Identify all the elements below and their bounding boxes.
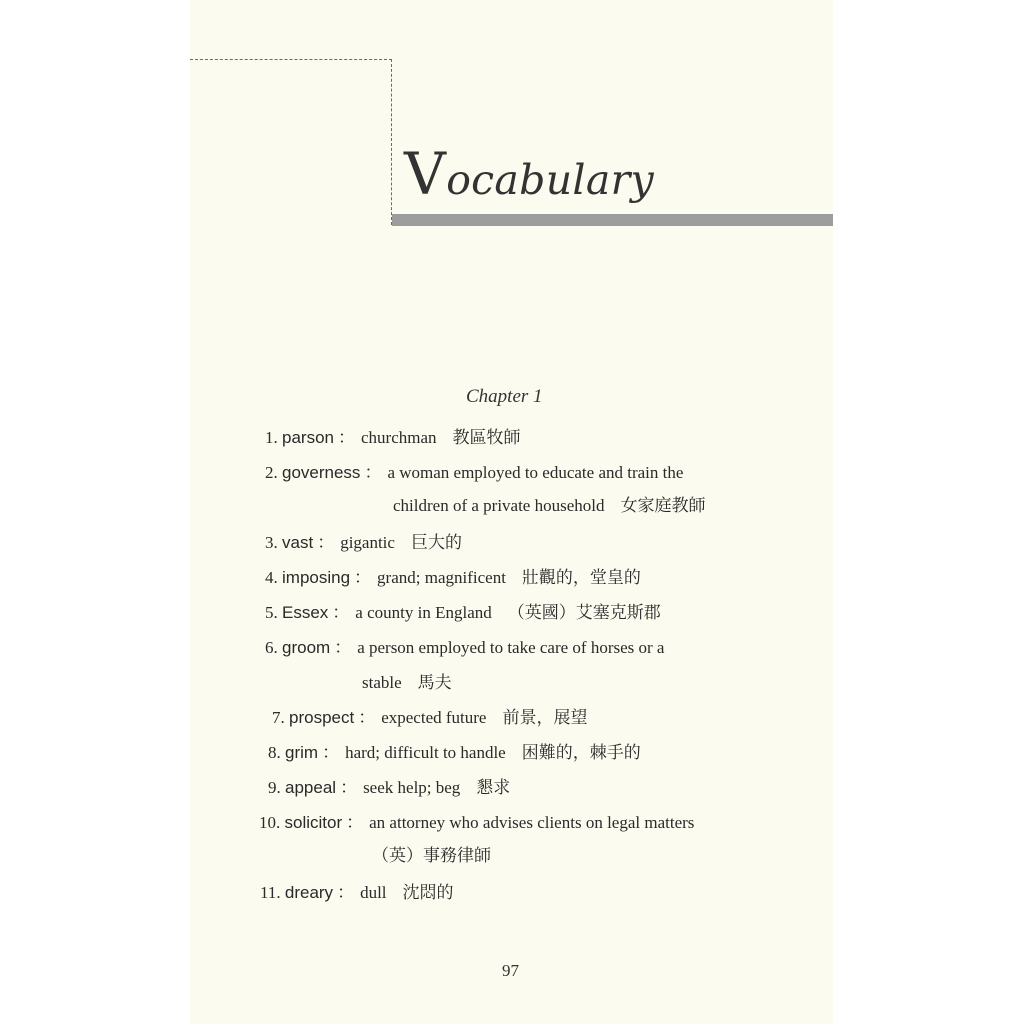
entry-chinese: 壯觀的，堂皇的 — [521, 568, 641, 588]
entry-chinese: 教區牧師 — [452, 428, 521, 448]
page-number: 97 — [502, 961, 519, 980]
entry-definition: seek help; beg — [363, 778, 461, 797]
entry-word: solicitor — [284, 813, 343, 832]
entry-number: 5. — [265, 603, 278, 622]
vocab-entry-8 — [268, 738, 641, 763]
entry-colon: ： — [332, 603, 350, 623]
entry-word: prospect — [289, 708, 355, 727]
vocab-entry-2-continued — [393, 491, 706, 516]
entry-word: parson — [282, 428, 334, 447]
entry-number: 6. — [265, 638, 278, 657]
entry-chinese: 懇求 — [476, 778, 511, 798]
entry-chinese: （英國）艾塞克斯郡 — [507, 603, 661, 623]
entry-definition: an attorney who advises clients on legal matters — [369, 813, 695, 832]
entry-colon: ： — [337, 883, 355, 903]
vocab-entry-5 — [265, 598, 661, 623]
entry-word: governess — [282, 463, 361, 482]
entry-number: 2. — [265, 463, 278, 482]
chapter-heading: Chapter 1 — [466, 386, 543, 407]
vocab-entry-6-continued — [362, 668, 452, 693]
entry-colon: ： — [346, 813, 364, 833]
entry-chinese: 困難的，棘手的 — [521, 743, 641, 763]
entry-chinese: 沈悶的 — [402, 883, 454, 903]
title-initial: V — [404, 140, 447, 208]
entry-definition: gigantic — [340, 533, 395, 552]
vocab-entry-6 — [265, 633, 664, 658]
entry-word: Essex — [282, 603, 329, 622]
entry-word: groom — [282, 638, 331, 657]
entry-number: 8. — [268, 743, 281, 762]
entry-chinese: 女家庭教師 — [620, 496, 706, 516]
entry-number: 11. — [260, 883, 281, 902]
entry-word: imposing — [282, 568, 351, 587]
vocab-entry-9 — [268, 773, 510, 798]
title-dashed-line-top — [190, 59, 392, 60]
entry-definition-continued: children of a private household — [393, 496, 605, 515]
entry-definition: dull — [360, 883, 387, 902]
entry-word: grim — [285, 743, 319, 762]
entry-number: 1. — [265, 428, 278, 447]
entry-definition: a woman employed to educate and train the — [387, 463, 684, 482]
entry-chinese: （英）事務律師 — [372, 846, 491, 866]
entry-definition: churchman — [360, 428, 437, 447]
entry-word: vast — [282, 533, 314, 552]
vocab-entry-4 — [265, 563, 641, 588]
entry-number: 3. — [265, 533, 278, 552]
entry-word: appeal — [285, 778, 337, 797]
entry-colon: ： — [317, 533, 335, 553]
vocab-entry-7 — [272, 703, 587, 728]
entry-colon: ： — [334, 638, 352, 658]
entry-chinese: 馬夫 — [417, 673, 452, 693]
title-dashed-line-side — [391, 59, 392, 225]
entry-colon: ： — [354, 568, 372, 588]
entry-chinese: 前景，展望 — [502, 708, 588, 728]
entry-definition: grand; magnificent — [377, 568, 506, 587]
entry-definition: expected future — [381, 708, 487, 727]
entry-chinese: 巨大的 — [410, 533, 462, 553]
entry-definition-continued: stable — [362, 673, 402, 692]
vocab-entry-1 — [265, 423, 521, 448]
title-underline-bar — [392, 214, 833, 226]
entry-colon: ： — [364, 463, 382, 483]
entry-number: 9. — [268, 778, 281, 797]
page-title — [404, 140, 654, 208]
entry-colon: ： — [340, 778, 358, 798]
entry-definition: a person employed to take care of horses or a — [357, 638, 665, 657]
vocab-entry-10 — [259, 808, 694, 833]
entry-colon: ： — [322, 743, 340, 763]
entry-definition: a county in England — [355, 603, 492, 622]
vocab-entry-11 — [260, 878, 454, 903]
entry-colon: ： — [337, 428, 355, 448]
entry-number: 4. — [265, 568, 278, 587]
vocab-entry-2 — [265, 458, 683, 483]
entry-number: 7. — [272, 708, 285, 727]
entry-number: 10. — [259, 813, 281, 832]
entry-definition: hard; difficult to handle — [345, 743, 506, 762]
title-rest: ocabulary — [446, 156, 654, 204]
entry-colon: ： — [358, 708, 376, 728]
vocab-entry-3 — [265, 528, 462, 553]
entry-word: dreary — [284, 883, 334, 902]
vocab-entry-10-continued — [372, 841, 491, 866]
